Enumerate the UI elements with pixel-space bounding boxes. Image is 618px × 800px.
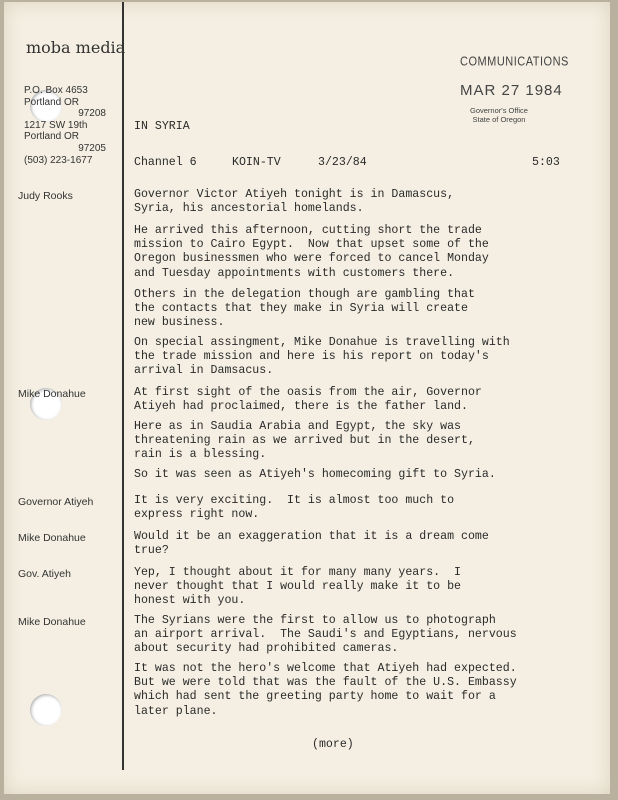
transcript-paragraph: [134, 530, 594, 558]
transcript-line: So it was seen as Atiyeh's homecoming gift to Syria.: [134, 468, 496, 481]
margin-rule: [122, 2, 124, 770]
transcript-line: the trade mission and here is his report on today's: [134, 350, 489, 364]
story-slug: IN SYRIA: [134, 120, 190, 133]
address-line: Portland OR: [24, 96, 80, 108]
transcript-line: which had sent the greeting party home to wait for a: [134, 690, 496, 704]
transcript-paragraph: [134, 288, 594, 331]
transcript-line: mission to Cairo Egypt. Now that upset some of the: [134, 238, 489, 252]
address-line: P.O. Box 4653: [24, 85, 88, 96]
transcript-line: He arrived this afternoon, cutting short the trade: [134, 224, 482, 237]
transcript-line: the contacts that they make in Syria will create: [134, 302, 468, 316]
transcript-line: Syria, his ancestorial homelands.: [134, 202, 364, 216]
transcript-line: Others in the delegation though are gambling that: [134, 288, 475, 301]
transcript-line: later plane.: [134, 704, 218, 718]
speaker-label: Mike Donahue: [18, 532, 86, 544]
received-stamp-department: COMMUNICATIONS: [460, 55, 569, 69]
transcript-line: arrival in Damsacus.: [134, 364, 274, 378]
transcript-line: an airport arrival. The Saudi's and Egyptians, nervous: [134, 628, 517, 642]
transcript-paragraph: [134, 188, 594, 216]
address-line: 1217 SW 19th: [24, 119, 88, 131]
transcript-line: Oregon businessmen who were forced to cancel Monday: [134, 252, 489, 266]
received-stamp-date: MAR 27 1984: [460, 82, 563, 99]
transcript-line: On special assingment, Mike Donahue is travelling with: [134, 336, 510, 349]
speaker-label: Mike Donahue: [18, 616, 86, 628]
transcript-line: threatening rain as we arrived but in the desert,: [134, 434, 475, 448]
transcript-line: But we were told that was the fault of the U.S. Embassy: [134, 676, 517, 690]
transcript-line: Yep, I thought about it for many many years. I: [134, 566, 461, 579]
transcript-line: new business.: [134, 316, 225, 330]
address-line: Portland OR: [24, 131, 80, 143]
transcript-line: Governor Victor Atiyeh tonight is in Damascus,: [134, 188, 455, 201]
company-logo: moba media: [26, 38, 126, 57]
air-date: 3/23/84: [318, 156, 367, 169]
station: KOIN-TV: [232, 156, 281, 169]
transcript-line: Would it be an exaggeration that it is a dream come: [134, 530, 489, 543]
transcript-line: rain is a blessing.: [134, 448, 267, 462]
letterhead-address: [24, 85, 114, 166]
transcript-line: true?: [134, 544, 169, 558]
transcript-paragraph: [134, 420, 594, 463]
transcript-line: and Tuesday appointments with customers there.: [134, 266, 455, 280]
transcript-paragraph: [134, 468, 594, 482]
transcript-line: never thought that I would really make it to be: [134, 580, 461, 594]
speaker-label: Judy Rooks: [18, 190, 73, 202]
received-stamp-office: Governor's Office State of Oregon: [470, 106, 528, 124]
document-page: [4, 2, 610, 794]
transcript-paragraph: [134, 566, 594, 609]
address-line: 97205: [78, 142, 106, 154]
transcript-line: Atiyeh had proclaimed, there is the father land.: [134, 400, 468, 414]
channel: Channel 6: [134, 156, 197, 169]
transcript-line: honest with you.: [134, 594, 246, 608]
transcript-line: express right now.: [134, 508, 260, 522]
transcript-paragraph: [134, 494, 594, 522]
address-line: (503) 223-1677: [24, 154, 93, 166]
transcript-line: Here as in Saudia Arabia and Egypt, the sky was: [134, 420, 461, 433]
punch-hole-bottom: [30, 694, 62, 726]
speaker-label: Governor Atiyeh: [18, 496, 94, 508]
transcript-line: The Syrians were the first to allow us to photograph: [134, 614, 496, 627]
transcript-paragraph: [134, 614, 594, 657]
air-time: 5:03: [532, 156, 560, 169]
speaker-label: Gov. Atiyeh: [18, 568, 71, 580]
continued-marker: (more): [312, 738, 354, 751]
transcript-line: It was not the hero's welcome that Atiyeh had expected.: [134, 662, 517, 675]
transcript-line: At first sight of the oasis from the air, Governor: [134, 386, 482, 399]
transcript-paragraph: [134, 224, 594, 281]
speaker-label: Mike Donahue: [18, 388, 86, 400]
transcript-paragraph: [134, 386, 594, 414]
transcript-paragraph: [134, 336, 594, 379]
transcript-line: about security had prohibited cameras.: [134, 642, 399, 656]
transcript-line: It is very exciting. It is almost too much to: [134, 494, 455, 507]
transcript-paragraph: [134, 662, 594, 719]
address-line: 97208: [78, 108, 106, 120]
